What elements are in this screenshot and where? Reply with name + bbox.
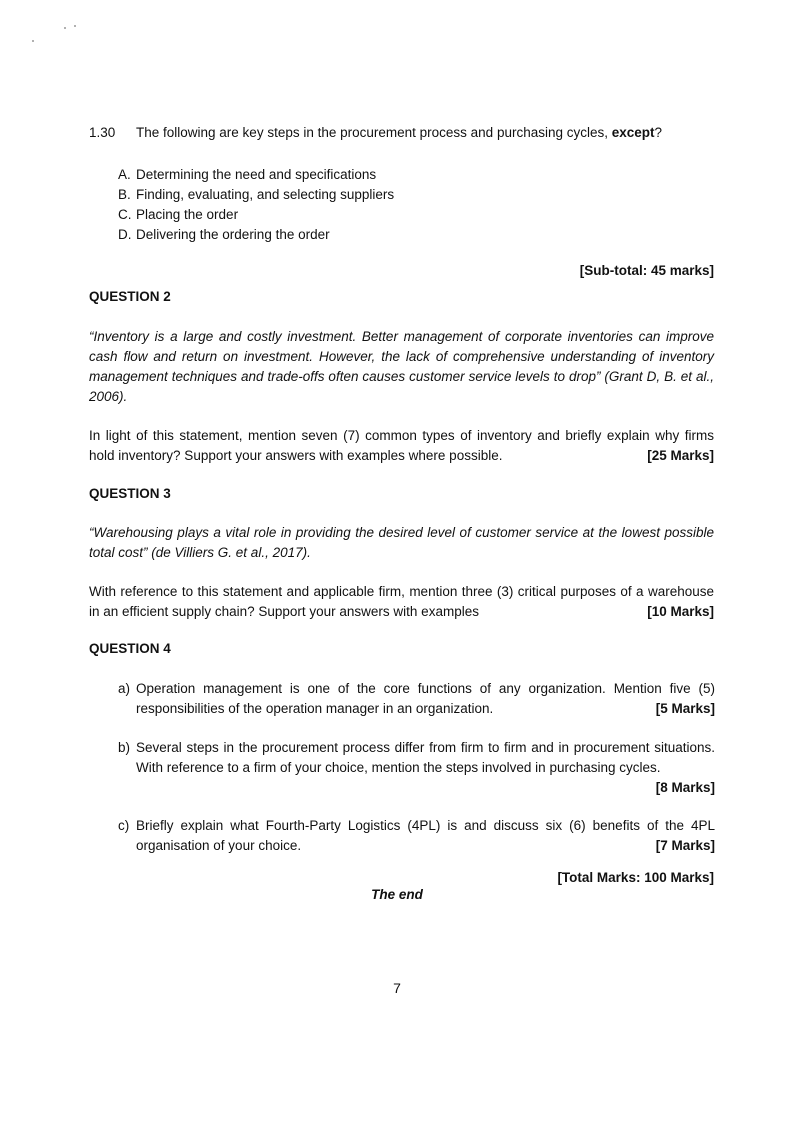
question-text	[136, 125, 662, 140]
question-3-quote: “Warehousing plays a vital role in providing the desired level of customer service at the lowest possible total cost” (de Villiers G. et al., 2017).	[89, 525, 714, 560]
marks: [8 Marks]	[655, 780, 715, 795]
question-4-heading: QUESTION 4	[89, 641, 171, 656]
question-number: 1.30	[89, 125, 116, 140]
option-letter: A.	[118, 167, 131, 182]
question-text-main: The following are key steps in the procurement process and purchasing cycles,	[136, 125, 612, 140]
part-body	[136, 816, 715, 856]
option-letter: D.	[118, 227, 132, 242]
question-4-part-a	[118, 679, 715, 719]
part-letter: c)	[118, 818, 130, 833]
marks: [5 Marks]	[655, 701, 715, 716]
part-body	[136, 738, 715, 798]
prompt-text: With reference to this statement and applicable firm, mention three (3) critical purposes of a warehouse in an efficient supply chain? Support your answers with examples	[89, 584, 714, 619]
part-body	[136, 679, 715, 719]
marks: [10 Marks]	[647, 604, 714, 619]
question-text-end: ?	[654, 125, 663, 140]
total-marks: [Total Marks: 100 Marks]	[557, 870, 714, 885]
subtotal-marks: [Sub-total: 45 marks]	[579, 263, 714, 278]
question-2-quote: “Inventory is a large and costly investment. Better management of corporate inventories can improve cash flow and return on investment. However, the lack of comprehensive understanding of inventory management techniques and trade-offs often causes customer service levels to drop” (Grant D, B. et al., 2006).	[89, 329, 714, 404]
prompt-text: In light of this statement, mention seven (7) common types of inventory and briefly explain why firms hold inventory? Support your answers with examples where possible.	[89, 428, 714, 463]
part-letter: b)	[118, 740, 131, 755]
marks: [7 Marks]	[655, 838, 715, 853]
scan-speck	[74, 25, 76, 27]
question-3-prompt	[89, 582, 714, 622]
option-letter: C.	[118, 207, 132, 222]
question-3-heading: QUESTION 3	[89, 486, 171, 501]
marks: [25 Marks]	[647, 448, 714, 463]
page-number: 7	[393, 980, 401, 996]
part-text: Operation management is one of the core functions of any organization. Mention five (5) responsibilities of the operation manager in an organization.	[136, 681, 715, 716]
part-text: Briefly explain what Fourth-Party Logistics (4PL) is and discuss six (6) benefits of the 4PL organisation of your choice.	[136, 818, 715, 853]
option-text: Determining the need and specifications	[136, 167, 377, 182]
scan-speck	[32, 40, 34, 42]
question-2-prompt	[89, 426, 714, 466]
option-letter: B.	[118, 187, 131, 202]
option-text: Finding, evaluating, and selecting suppliers	[136, 187, 395, 202]
option-c	[118, 205, 394, 225]
option-text: Delivering the ordering the order	[136, 227, 330, 242]
option-d	[118, 225, 394, 245]
question-4-part-b	[118, 738, 715, 798]
answer-options	[118, 165, 394, 245]
question-text-emphasis: except	[611, 125, 655, 140]
scan-speck	[64, 27, 66, 29]
option-a	[118, 165, 394, 185]
the-end: The end	[371, 887, 423, 902]
question-2-heading: QUESTION 2	[89, 289, 171, 304]
part-text: Several steps in the procurement process differ from firm to firm and in procurement situations. With reference to a firm of your choice, mention the steps involved in purchasing cycles.	[136, 740, 715, 775]
question-4-part-c	[118, 816, 715, 856]
part-letter: a)	[118, 681, 131, 696]
option-b	[118, 185, 394, 205]
option-text: Placing the order	[136, 207, 239, 222]
